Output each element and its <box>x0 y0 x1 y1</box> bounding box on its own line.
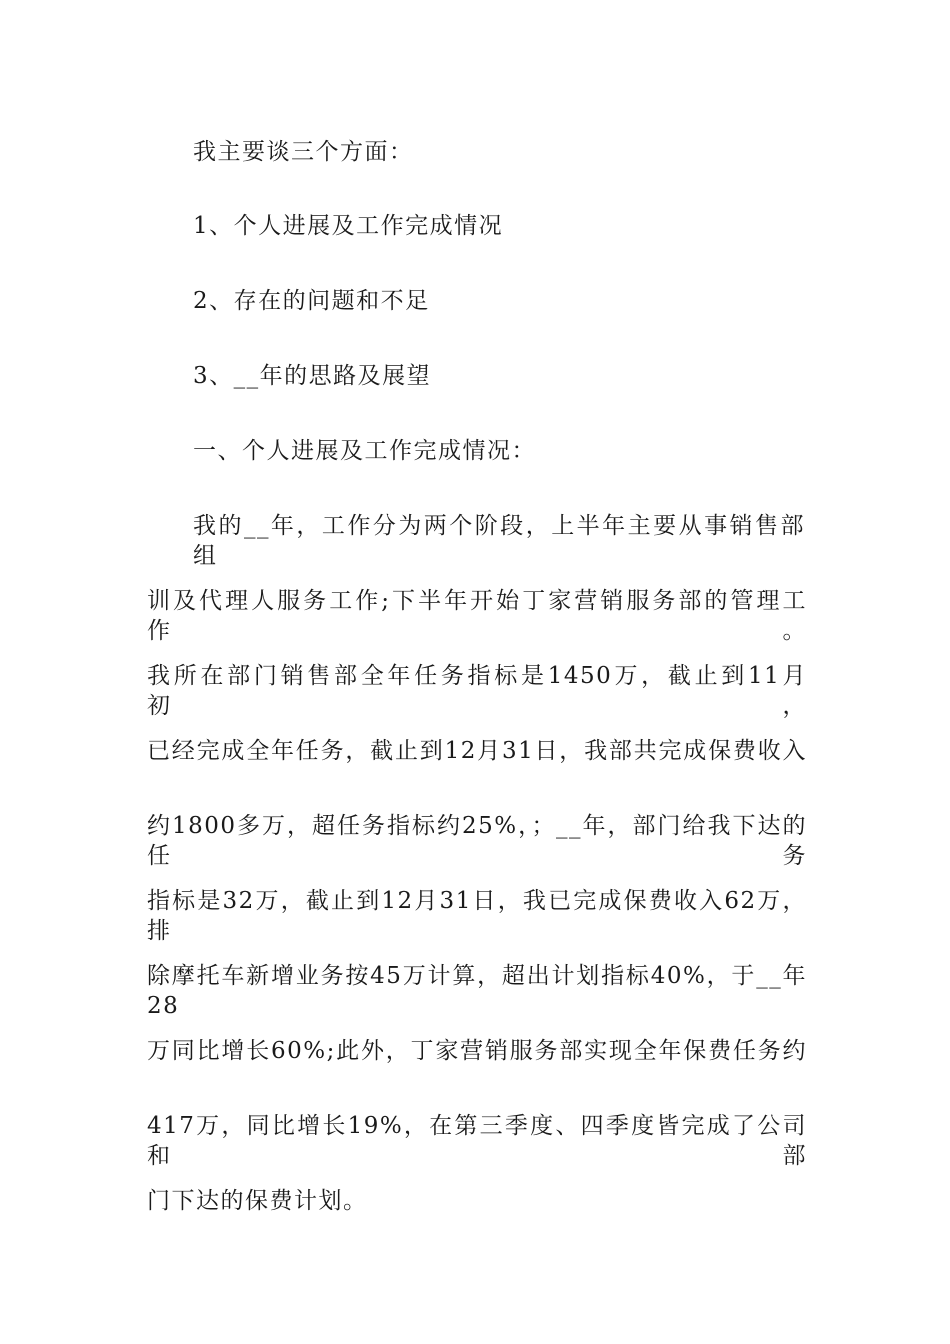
paragraph-line-4: 已经完成全年任务，截止到12月31日，我部共完成保费收入 <box>147 738 807 764</box>
outline-item-2: 2、存在的问题和不足 <box>193 288 430 314</box>
paragraph-line-1: 我的__年，工作分为两个阶段，上半年主要从事销售部组 <box>193 513 805 569</box>
paragraph-line-5: 约1800多万，超任务指标约25%，；__年，部门给我下达的任务 <box>147 813 807 869</box>
outline-intro: 我主要谈三个方面： <box>193 139 414 165</box>
outline-item-3: 3、__年的思路及展望 <box>193 363 432 389</box>
paragraph-line-9: 417万，同比增长19%，在第三季度、四季度皆完成了公司和部 <box>147 1113 807 1169</box>
paragraph-line-2: 训及代理人服务工作;下半年开始丁家营销服务部的管理工作。 <box>147 588 807 644</box>
paragraph-line-10: 门下达的保费计划。 <box>147 1188 368 1214</box>
paragraph-line-3: 我所在部门销售部全年任务指标是1450万，截止到11月初， <box>147 663 807 719</box>
paragraph-line-7: 除摩托车新增业务按45万计算，超出计划指标40%，于__年28 <box>147 963 807 1019</box>
paragraph-line-6: 指标是32万，截止到12月31日，我已完成保费收入62万，排 <box>147 888 807 944</box>
section-heading: 一、个人进展及工作完成情况： <box>193 438 536 464</box>
paragraph-line-8: 万同比增长60%;此外，丁家营销服务部实现全年保费任务约 <box>147 1038 807 1064</box>
outline-item-1: 1、个人进展及工作完成情况 <box>193 213 504 239</box>
